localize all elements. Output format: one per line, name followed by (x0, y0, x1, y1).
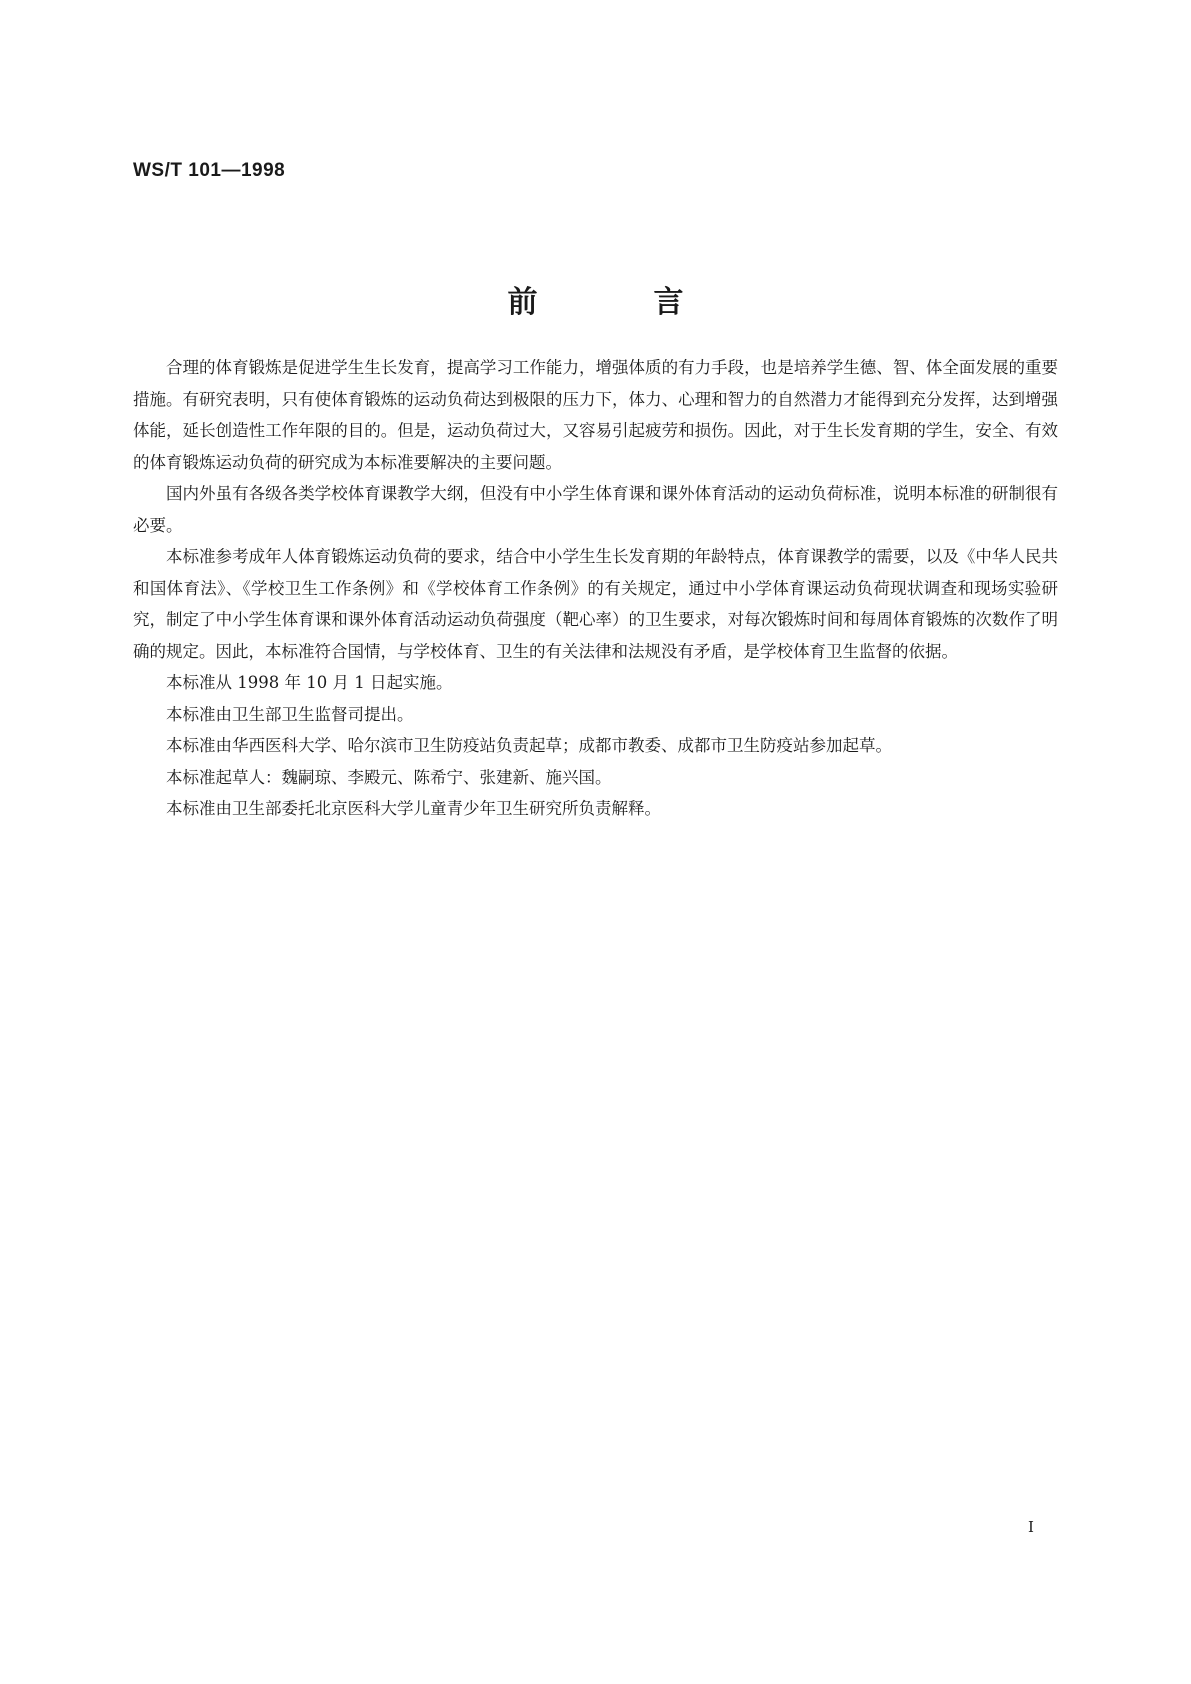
paragraph-5: 本标准由卫生部卫生监督司提出。 (166, 704, 414, 724)
paragraph-6: 本标准由华西医科大学、哈尔滨市卫生防疫站负责起草；成都市教委、成都市卫生防疫站参加起草。 (166, 736, 892, 755)
foreword-body (133, 352, 1058, 825)
standard-code: WS/T 101—1998 (133, 160, 286, 181)
paragraph-2: 国内外虽有各级各类学校体育课教学大纲，但没有中小学生体育课和课外体育活动的运动负荷标准，说明本标准的研制很有必要。 (133, 484, 1058, 535)
paragraph-8: 本标准由卫生部委托北京医科大学儿童青少年卫生研究所负责解释。 (166, 799, 661, 818)
page-number: I (1028, 1518, 1034, 1536)
title-char-1: 前 (507, 285, 538, 320)
title-char-2: 言 (653, 285, 684, 320)
paragraph-3: 本标准参考成年人体育锻炼运动负荷的要求，结合中小学生生长发育期的年龄特点，体育课教学的需要，以及《中华人民共和国体育法》、《学校卫生工作条例》和《学校体育工作条例》的有关规定，通过中小学体育课运动负荷现状调查和现场实验研究，制定了中小学生体育课和课外体育活动运动负荷强度（靶心率）的卫生要求，对每次锻炼时间和每周体育锻炼的次数作了明确的规定。因此，本标准符合国情，与学校体育、卫生的有关法律和法规没有矛盾，是学校体育卫生监督的依据。 (133, 547, 1058, 661)
page-title (0, 283, 1191, 323)
paragraph-7: 本标准起草人：魏嗣琼、李殿元、陈希宁、张建新、施兴国。 (166, 767, 612, 787)
paragraph-1: 合理的体育锻炼是促进学生生长发育，提高学习工作能力，增强体质的有力手段，也是培养学生德、智、体全面发展的重要措施。有研究表明，只有使体育锻炼的运动负荷达到极限的压力下，体力、心理和智力的自然潜力才能得到充分发挥，达到增强体能，延长创造性工作年限的目的。但是，运动负荷过大，又容易引起疲劳和损伤。因此，对于生长发育期的学生，安全、有效的体育锻炼运动负荷的研究成为本标准要解决的主要问题。 (133, 358, 1058, 472)
paragraph-4: 本标准从 1998 年 10 月 1 日起实施。 (166, 673, 453, 692)
